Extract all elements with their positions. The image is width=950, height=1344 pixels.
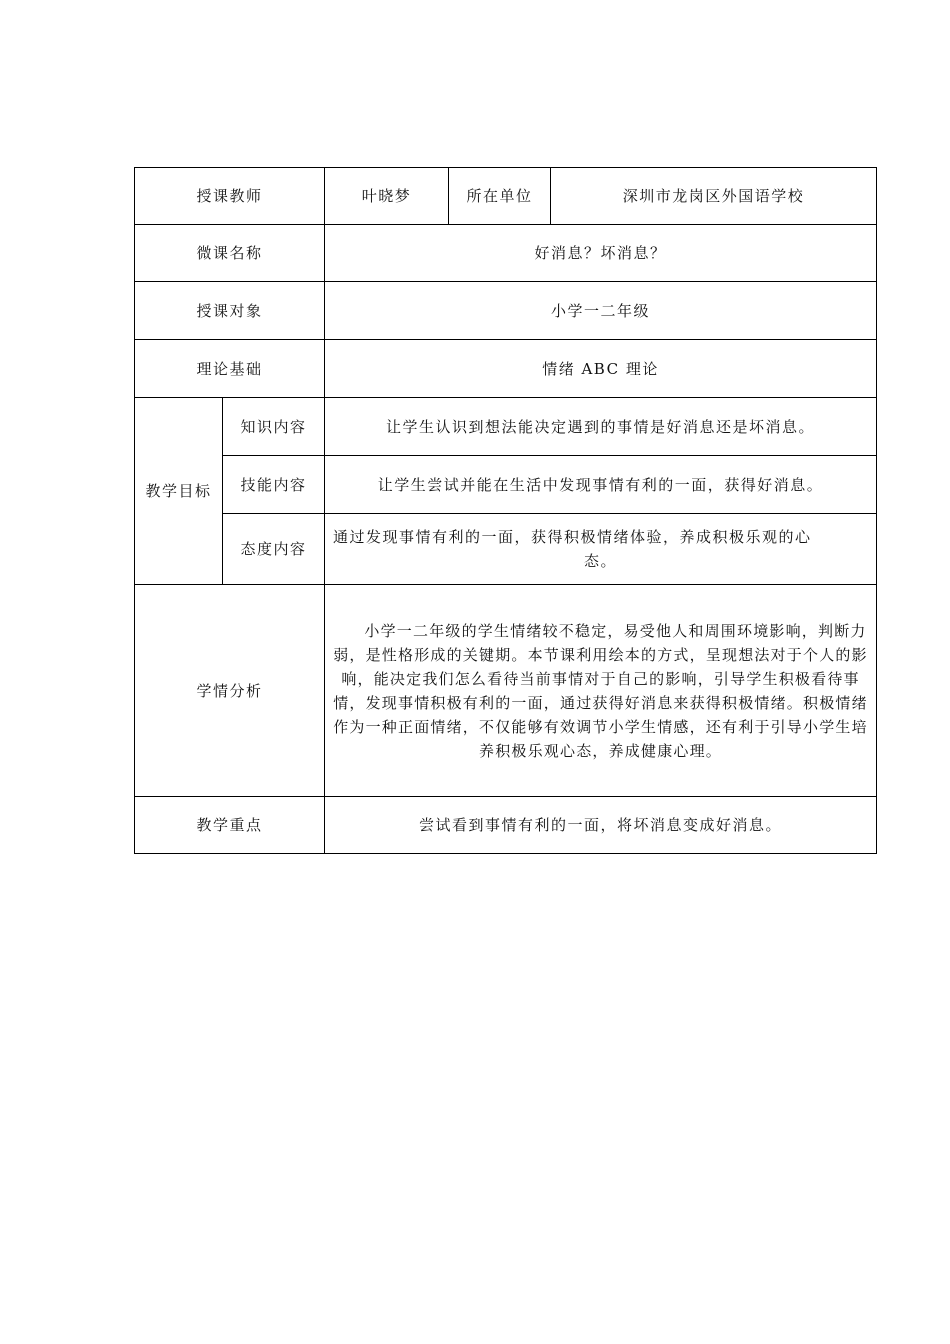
attitude-value [325,514,877,585]
lesson-info-table [134,167,877,854]
focus-label: 教学重点 [135,797,325,854]
attitude-line-2: 态。 [584,552,618,570]
knowledge-value: 让学生认识到想法能决定遇到的事情是好消息还是坏消息。 [325,398,877,456]
focus-value: 尝试看到事情有利的一面，将坏消息变成好消息。 [325,797,877,854]
row-attitude [135,514,877,585]
row-teacher [135,168,877,225]
row-theory [135,340,877,398]
audience-label: 授课对象 [135,282,325,340]
goals-label: 教学目标 [135,398,223,585]
theory-value: 情绪 ABC 理论 [325,340,877,398]
row-audience [135,282,877,340]
skill-value: 让学生尝试并能在生活中发现事情有利的一面，获得好消息。 [325,456,877,514]
analysis-label: 学情分析 [135,585,325,797]
row-analysis [135,585,877,797]
knowledge-label: 知识内容 [223,398,325,456]
attitude-label: 态度内容 [223,514,325,585]
row-course [135,225,877,282]
attitude-line-1: 通过发现事情有利的一面，获得积极情绪体验，养成积极乐观的心 [333,528,812,546]
row-knowledge [135,398,877,456]
analysis-value [325,585,877,797]
course-label: 微课名称 [135,225,325,282]
course-value: 好消息？坏消息？ [325,225,877,282]
row-focus [135,797,877,854]
unit-label: 所在单位 [449,168,551,225]
analysis-paragraph: 小学一二年级的学生情绪较不稳定，易受他人和周围环境影响，判断力弱，是性格形成的关键期。本节课利用绘本的方式，呈现想法对于个人的影响，能决定我们怎么看待当前事情对于自己的影响，引导学生积极看待事情，发现事情积极有利的一面，通过获得好消息来获得积极情绪。积极情绪作为一种正面情绪，不仅能够有效调节小学生情感，还有利于引导小学生培养积极乐观心态，养成健康心理。 [333,621,868,760]
skill-label: 技能内容 [223,456,325,514]
audience-value: 小学一二年级 [325,282,877,340]
teacher-name: 叶晓梦 [325,168,449,225]
theory-label: 理论基础 [135,340,325,398]
unit-value: 深圳市龙岗区外国语学校 [551,168,877,225]
teacher-label: 授课教师 [135,168,325,225]
row-skill [135,456,877,514]
